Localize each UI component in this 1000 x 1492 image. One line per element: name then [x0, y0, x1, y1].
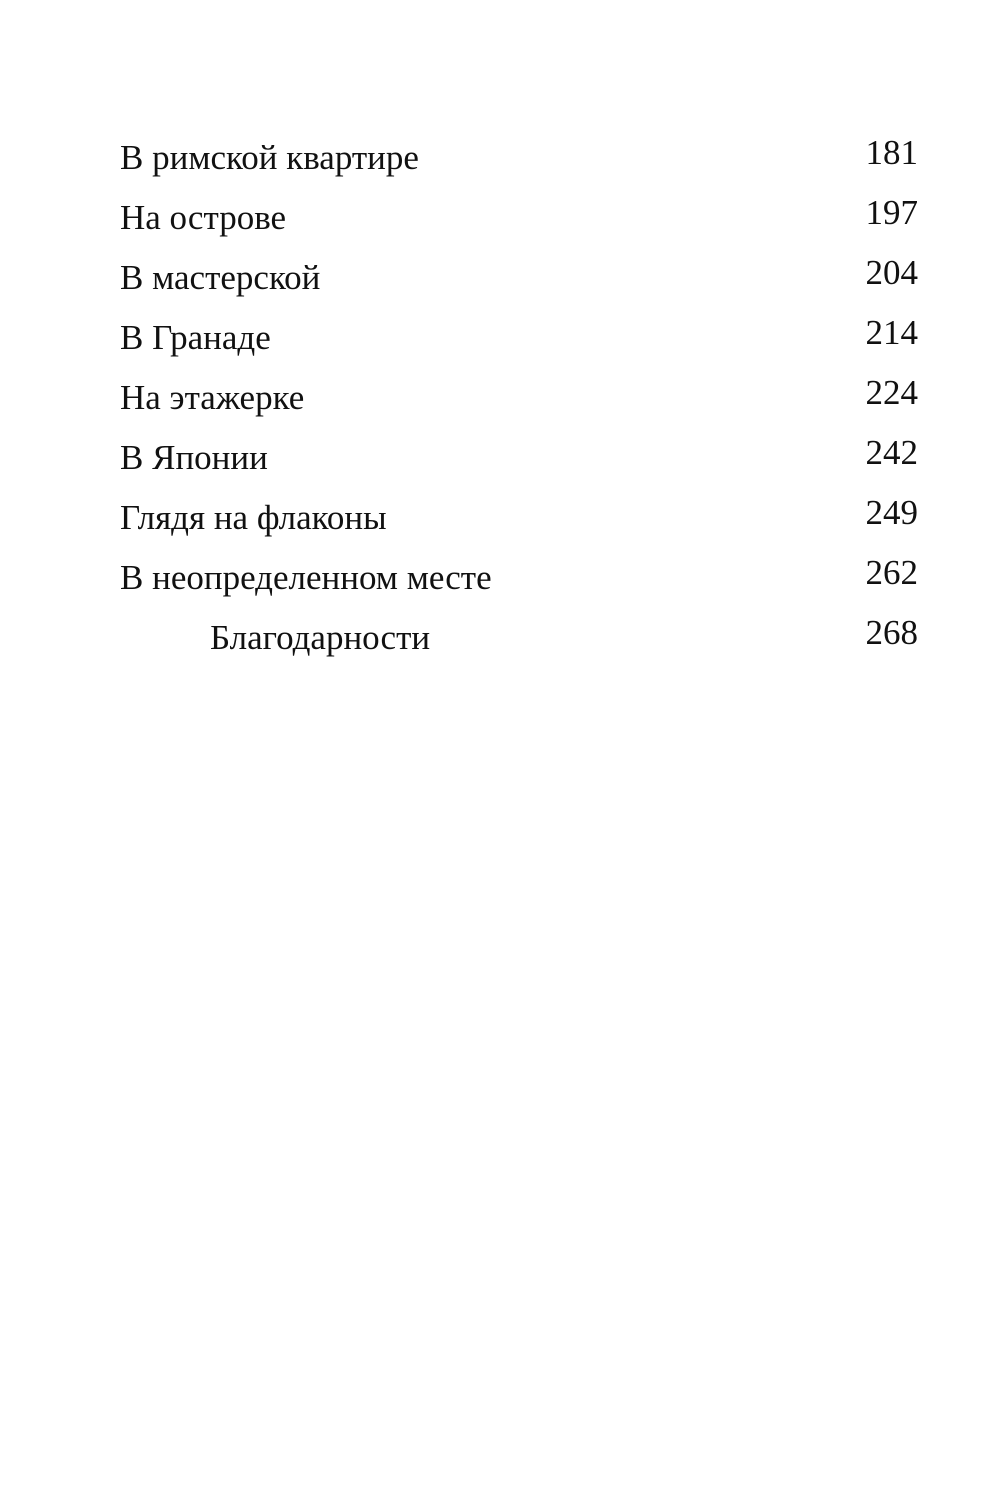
toc-entry	[120, 128, 920, 188]
toc-entry-title: На этажерке	[120, 378, 305, 417]
toc-entry	[120, 248, 920, 308]
toc-entry-page-number: 224	[865, 373, 918, 412]
toc-entry-title: В Японии	[120, 438, 268, 477]
toc-entry-title: Благодарности	[210, 618, 431, 657]
toc-entry-page-number: 242	[865, 433, 918, 472]
toc-entry	[120, 368, 920, 428]
toc-entry	[120, 488, 920, 548]
toc-entry-page-number: 262	[865, 553, 918, 592]
toc-entry-title: В Гранаде	[120, 318, 271, 357]
toc-entry-title: Глядя на флаконы	[120, 498, 387, 537]
toc-entry-page-number: 214	[865, 313, 918, 352]
toc-entry	[120, 428, 920, 488]
toc-entry-page-number: 181	[865, 133, 918, 172]
toc-entry	[120, 548, 920, 608]
toc-entry-acknowledgements	[120, 608, 920, 668]
toc-entry	[120, 188, 920, 248]
toc-entry-title: В мастерской	[120, 258, 321, 297]
toc-entry-page-number: 249	[865, 493, 918, 532]
toc-entry-title: На острове	[120, 198, 287, 237]
toc-entry-title: В римской квартире	[120, 138, 419, 177]
toc-entry-page-number: 197	[865, 193, 918, 232]
toc-entry	[120, 308, 920, 368]
toc-entry-page-number: 204	[865, 253, 918, 292]
toc-entry-page-number: 268	[865, 613, 918, 652]
table-of-contents	[120, 128, 920, 668]
toc-entry-title: В неопределенном месте	[120, 558, 492, 597]
